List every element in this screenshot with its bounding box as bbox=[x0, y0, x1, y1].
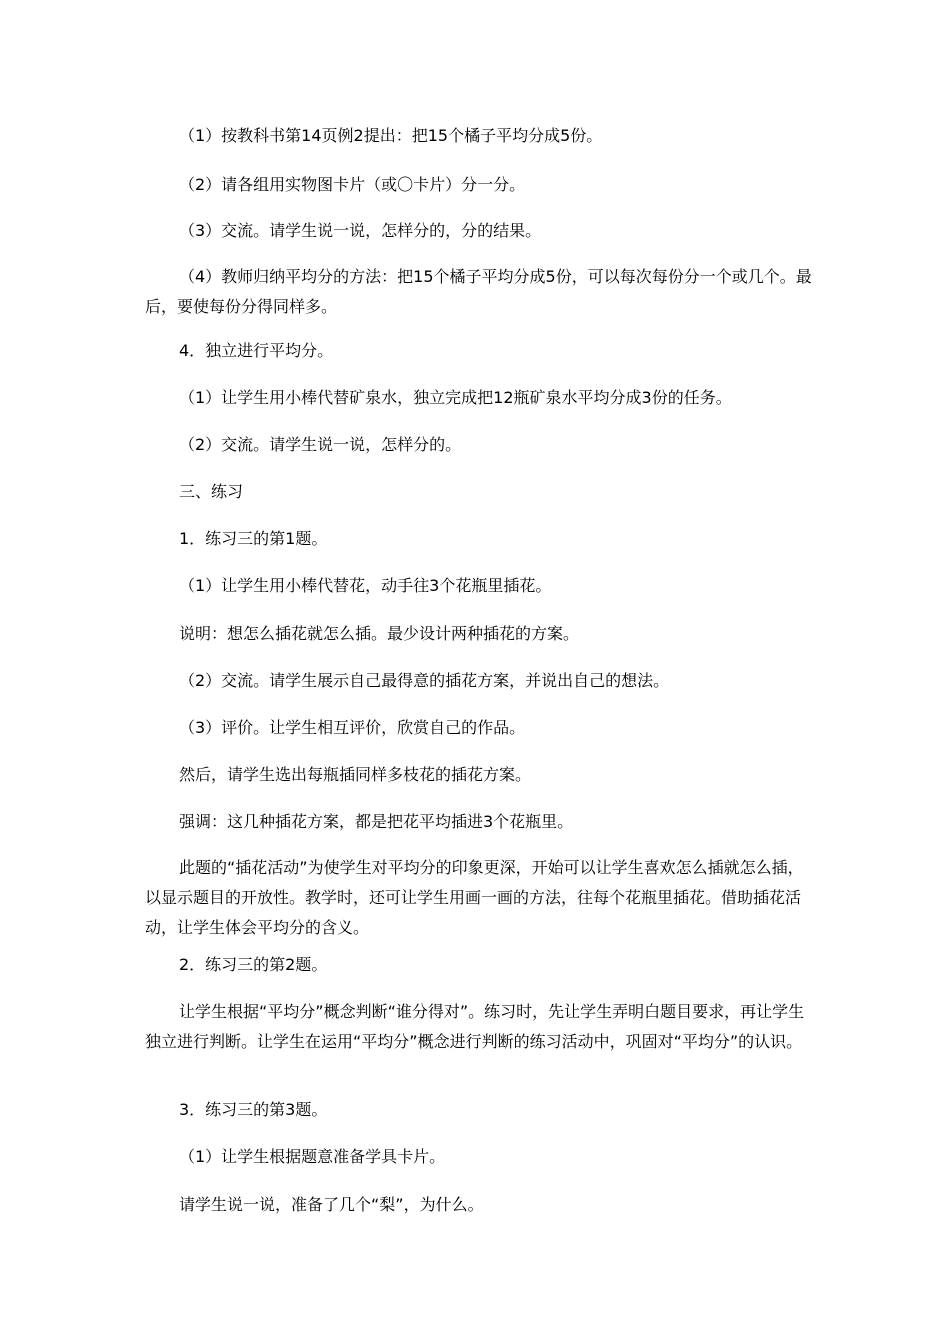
paragraph-15: 强调：这几种插花方案，都是把花平均插进3个花瓶里。 bbox=[179, 812, 574, 831]
paragraph-13: （3）评价。让学生相互评价，欣赏自己的作品。 bbox=[179, 718, 526, 737]
paragraph-3: （3）交流。请学生说一说，怎样分的，分的结果。 bbox=[179, 221, 542, 240]
paragraph-2: （2）请各组用实物图卡片（或〇卡片）分一分。 bbox=[179, 175, 526, 194]
section-heading-practice: 三、练习 bbox=[179, 482, 244, 501]
paragraph-1: （1）按教科书第14页例2提出：把15个橘子平均分成5份。 bbox=[179, 126, 603, 145]
paragraph-21: 请学生说一说，准备了几个“梨”，为什么。 bbox=[179, 1195, 484, 1214]
paragraph-10: （1）让学生用小棒代替花，动手往3个花瓶里插花。 bbox=[179, 576, 552, 595]
paragraph-16: 此题的“插花活动”为使学生对平均分的印象更深，开始可以让学生喜欢怎么插就怎么插，以显示题目的开放性。教学时，还可让学生用画一画的方法，往每个花瓶里插花。借助插花活动，让学生体会平均分的含义。 bbox=[145, 858, 804, 937]
paragraph-17: 2．练习三的第2题。 bbox=[179, 955, 328, 974]
paragraph-12: （2）交流。请学生展示自己最得意的插花方案，并说出自己的想法。 bbox=[179, 671, 670, 690]
paragraph-20: （1）让学生根据题意准备学具卡片。 bbox=[179, 1147, 446, 1166]
paragraph-9: 1．练习三的第1题。 bbox=[179, 529, 328, 548]
paragraph-14: 然后，请学生选出每瓶插同样多枝花的插花方案。 bbox=[179, 765, 532, 784]
paragraph-5: 4．独立进行平均分。 bbox=[179, 341, 334, 360]
paragraph-4: （4）教师归纳平均分的方法：把15个橘子平均分成5份，可以每次每份分一个或几个。最后，要使每份分得同样多。 bbox=[145, 267, 812, 316]
paragraph-6: （1）让学生用小棒代替矿泉水，独立完成把12瓶矿泉水平均分成3份的任务。 bbox=[179, 388, 732, 407]
paragraph-7: （2）交流。请学生说一说，怎样分的。 bbox=[179, 435, 462, 454]
paragraph-18: 让学生根据“平均分”概念判断“谁分得对”。练习时，先让学生弄明白题目要求，再让学生独立进行判断。让学生在运用“平均分”概念进行判断的练习活动中，巩固对“平均分”的认识。 bbox=[145, 1002, 805, 1051]
paragraph-11: 说明：想怎么插花就怎么插。最少设计两种插花的方案。 bbox=[179, 624, 580, 643]
paragraph-19: 3．练习三的第3题。 bbox=[179, 1100, 328, 1119]
